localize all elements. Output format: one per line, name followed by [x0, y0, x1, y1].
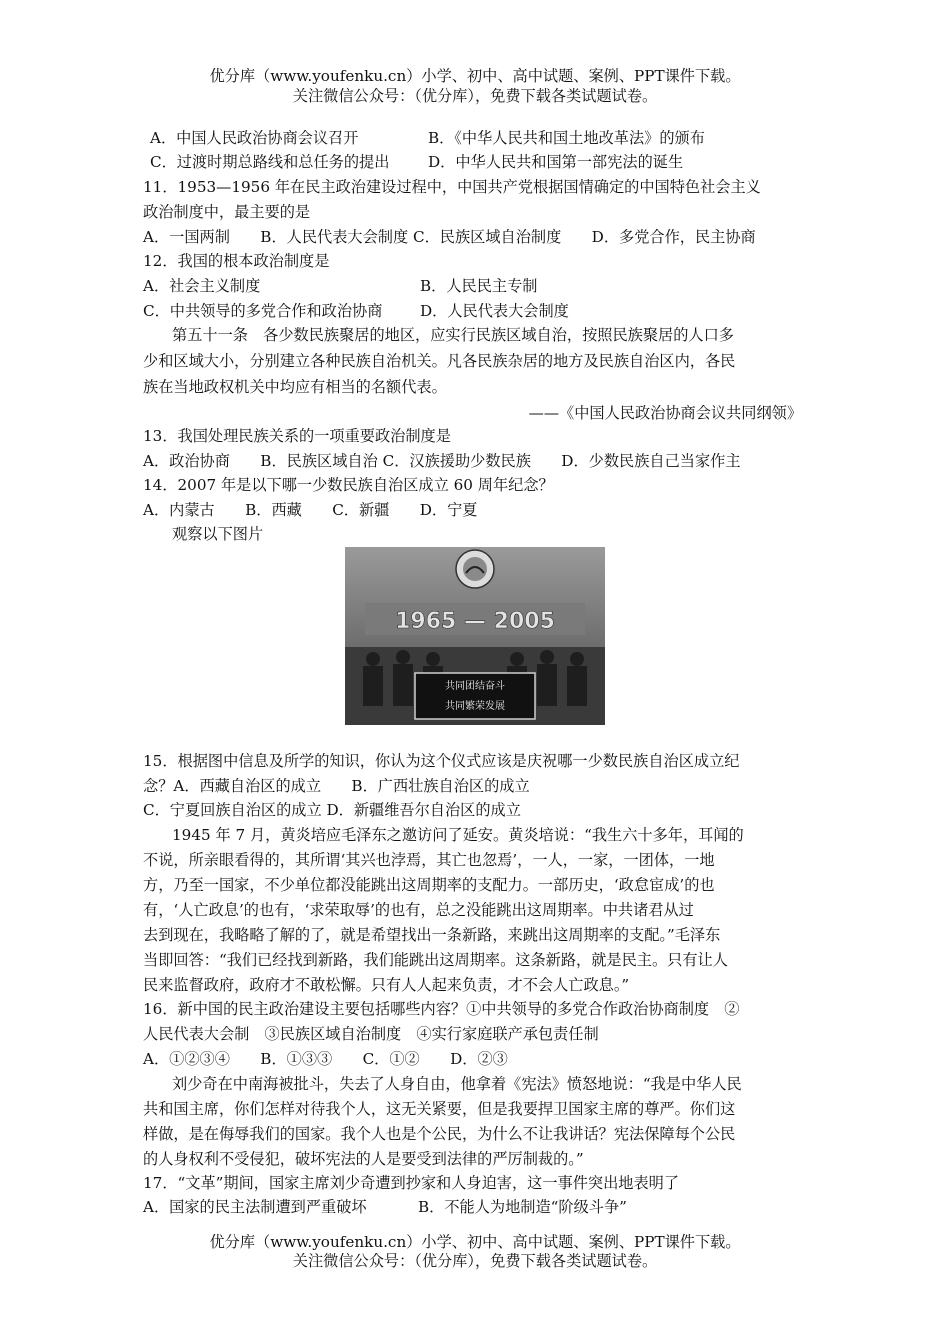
- q16-stem-line-2: 人民代表大会制 ③民族区域自治制度 ④实行家庭联产承包责任制: [143, 1025, 599, 1043]
- q12-option-d: D．人民代表大会制度: [420, 302, 569, 320]
- q11-stem-line-1: 11．1953—1956 年在民主政治建设过程中，中国共产党根据国情确定的中国特色社会主义: [143, 178, 761, 196]
- passage2-line-5: 去到现在，我略略了解的了，就是希望找出一条新路，来跳出这周期率的支配。”毛泽东: [143, 926, 721, 944]
- passage1-line-3: 族在当地政权机关中均应有相当的名额代表。: [143, 378, 447, 396]
- q17-option-a: A．国家的民主法制遭到严重破坏: [143, 1198, 367, 1216]
- footer-line-1: 优分库（www.youfenku.cn）小学、初中、高中试题、案例、PPT课件下载。: [209, 1233, 741, 1251]
- q11-options: A．一国两制 B．人民代表大会制度 C．民族区域自治制度 D．多党合作，民主协商: [143, 228, 756, 246]
- header-line-2: 关注微信公众号：（优分库），免费下载各类试题试卷。: [292, 87, 658, 105]
- passage3-line-3: 样做，是在侮辱我们的国家。我个人也是个公民，为什么不让我讲话？宪法保障每个公民: [143, 1125, 736, 1143]
- q15-stem-line-2: 念？A．西藏自治区的成立 B．广西壮族自治区的成立: [143, 777, 530, 795]
- passage2-line-2: 不说，所亲眼看得的，其所谓‘其兴也浡焉，其亡也忽焉’，一人，一家，一团体，一地: [143, 851, 715, 869]
- passage2-line-1: 1945 年 7 月，黄炎培应毛泽东之邀访问了延安。黄炎培说：“我生六十多年，耳闻的: [172, 826, 744, 844]
- passage1-line-2: 少和区域大小，分别建立各种民族自治机关。凡各民族杂居的地方及民族自治区内，各民: [143, 352, 736, 370]
- q11-stem-line-2: 政治制度中，最主要的是: [143, 203, 311, 221]
- q14-options: A．内蒙古 B．西藏 C．新疆 D．宁夏: [143, 501, 478, 519]
- emblem-icon: [456, 550, 494, 588]
- passage2-line-3: 方，乃至一国家，不少单位都没能跳出这周期率的支配力。一部历史，‘政怠宦成’的也: [143, 876, 715, 894]
- passage3-line-4: 的人身权利不受侵犯，破坏宪法的人是要受到法律的严厉制裁的。”: [143, 1150, 584, 1168]
- passage1-source: ——《中国人民政治协商会议共同纲领》: [528, 404, 802, 422]
- passage3-line-1: 刘少奇在中南海被批斗，失去了人身自由，他拿着《宪法》愤怒地说：“我是中华人民: [172, 1075, 742, 1093]
- q12-option-a: A．社会主义制度: [143, 277, 261, 295]
- q10-option-d: D．中华人民共和国第一部宪法的诞生: [428, 153, 684, 171]
- q10-option-a: A．中国人民政治协商会议召开: [150, 129, 359, 147]
- passage2-line-4: 有，‘人亡政息’的也有，‘求荣取辱’的也有，总之没能跳出这周期率。中共诸君从过: [143, 901, 694, 919]
- q16-options: A．①②③④ B．①③③ C．①② D．②③: [143, 1050, 508, 1068]
- passage2-line-6: 当即回答：“我们已经找到新路，我们能跳出这周期率。这条新路，就是民主。只有让人: [143, 951, 728, 969]
- plaque-line-1: 共同团结奋斗: [445, 681, 505, 692]
- q17-option-b: B．不能人为地制造“阶级斗争”: [418, 1198, 627, 1216]
- plaque: [415, 673, 535, 719]
- q17-stem: 17．“文革”期间，国家主席刘少奇遭到抄家和人身迫害，这一事件突出地表明了: [143, 1174, 680, 1192]
- q10-option-c: C．过渡时期总路线和总任务的提出: [150, 153, 390, 171]
- passage3-line-2: 共和国主席，你们怎样对待我个人，这无关紧要，但是我要捍卫国家主席的尊严。你们这: [143, 1100, 736, 1118]
- q15-options: C．宁夏回族自治区的成立 D．新疆维吾尔自治区的成立: [143, 801, 521, 819]
- q13-options: A．政治协商 B．民族区域自治 C．汉族援助少数民族 D．少数民族自己当家作主: [143, 452, 741, 470]
- q16-stem-line-1: 16．新中国的民主政治建设主要包括哪些内容？①中共领导的多党合作政治协商制度 ②: [143, 1000, 740, 1018]
- passage1-line-1: 第五十一条 各少数民族聚居的地区，应实行民族区域自治，按照民族聚居的人口多: [172, 326, 734, 344]
- plaque-line-2: 共同繁荣发展: [445, 701, 505, 712]
- q14-stem: 14．2007 年是以下哪一少数民族自治区成立 60 周年纪念？: [143, 476, 554, 494]
- passage2-line-7: 民来监督政府，政府才不敢松懈。只有人人起来负责，才不会人亡政息。”: [143, 976, 630, 994]
- q13-stem: 13．我国处理民族关系的一项重要政治制度是: [143, 427, 451, 445]
- q12-option-c: C．中共领导的多党合作和政治协商: [143, 302, 383, 320]
- ceremony-photo: [345, 547, 605, 725]
- footer-line-2: 关注微信公众号：（优分库），免费下载各类试题试卷。: [292, 1252, 658, 1270]
- q10-option-b: B．《中华人民共和国土地改革法》的颁布: [428, 129, 705, 147]
- ceremony-photo-graphic: [345, 547, 605, 725]
- photo-intro: 观察以下图片: [172, 525, 264, 543]
- q12-stem: 12．我国的根本政治制度是: [143, 252, 330, 270]
- q12-option-b: B．人民民主专制: [420, 277, 538, 295]
- q15-stem-line-1: 15．根据图中信息及所学的知识，你认为这个仪式应该是庆祝哪一少数民族自治区成立纪: [143, 752, 740, 770]
- banner-years: 1965 — 2005: [395, 609, 555, 634]
- header-line-1: 优分库（www.youfenku.cn）小学、初中、高中试题、案例、PPT课件下载。: [209, 67, 741, 85]
